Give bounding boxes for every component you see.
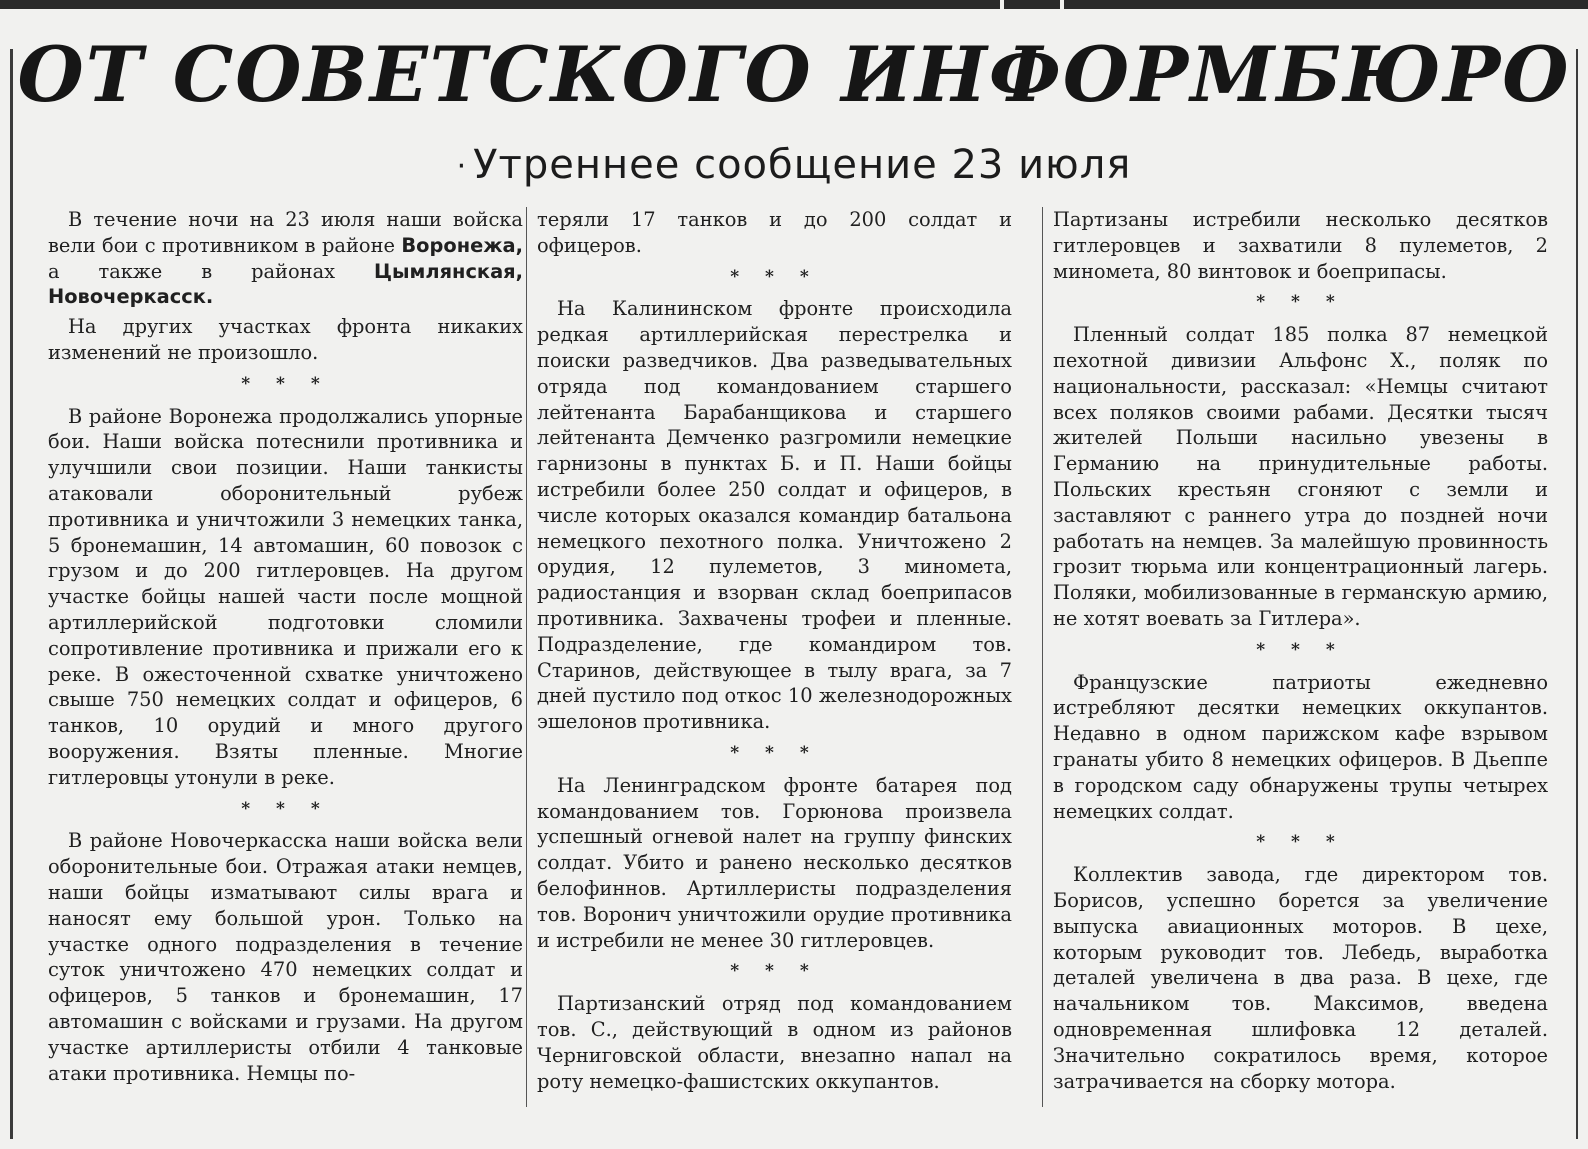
column-1 — [48, 207, 523, 1127]
section-separator: * * * — [241, 798, 330, 819]
page-top-border — [0, 0, 1588, 9]
column-3 — [1053, 207, 1548, 1127]
paragraph: В районе Воронежа продолжались упорные бои. Наши войска потеснили противника и улучшили свои позиции. Наши танкисты атаковали оборонительный рубеж противника и уничтожили 3 немецких танка, 5 бронемашин, 14 автомашин, 60 повозок с грузом и до 200 гитлеровцев. На другом участке бойцы нашей части после мощной артиллерийской подготовки сломили сопротивление противника и прижали его к реке. В ожесточенной схватке уничтожено свыше 750 немецких солдат и офицеров, 6 танков, 10 орудий и много другого вооружения. Взяты пленные. Многие гитлеровцы утонули в реке. — [48, 404, 523, 789]
headline: ОТ СОВЕТСКОГО ИНФОРМБЮРО — [17, 30, 1571, 119]
frame-left-rule — [10, 49, 13, 1139]
section-separator: * * * — [730, 266, 819, 287]
paragraph: В районе Новочеркасска наши войска вели оборонительные бои. Отражая атаки немцев, наши бойцы изматывают силы врага и наносят ему большой урон. Только на участке одного подразделения в течение суток уничтожено 470 немецких солдат и офицеров, 5 танков и бронемашин, 17 автомашин с войсками и грузами. На другом участке артиллеристы отбили 4 танковые атаки противника. Немцы по- — [48, 829, 523, 1085]
subheadline — [10, 142, 1578, 188]
bullet-dot: · — [456, 149, 468, 184]
paragraph: Партизаны истребили несколько десятков гитлеровцев и захватили 8 пулеметов, 2 миномета, 80 винтовок и боеприпасы. — [1053, 208, 1548, 283]
section-separator: * * * — [730, 961, 819, 982]
place-name: Воронежа, — [401, 233, 523, 257]
paragraph: На Ленинградском фронте батарея под командованием тов. Горюнова произвела успешный огневой налет на группу финских солдат. Убито и ранено несколько десятков белофиннов. Артиллеристы подразделения тов. Воронич уничтожили орудие противника и истребили не менее 30 гитлеровцев. — [537, 773, 1012, 952]
column-2 — [537, 207, 1012, 1127]
paragraph: На других участках фронта никаких изменений не произошло. — [48, 315, 523, 364]
section-separator: * * * — [1256, 639, 1345, 660]
border-gap — [1060, 0, 1064, 9]
border-gap — [1000, 0, 1004, 9]
paragraph: Французские патриоты ежедневно истребляют десятки немецких оккупантов. Недавно в одном парижском кафе взрывом гранаты убито 8 немецких офицеров. В Дьеппе в городском саду обнаружены трупы четырех немецких солдат. — [1053, 670, 1548, 823]
frame-right-rule — [1576, 49, 1578, 1139]
text-run: В течение ночи на 23 июля наши войска вели бои с противником в районе — [48, 208, 523, 257]
section-separator: * * * — [1256, 832, 1345, 853]
paragraph: Партизанский отряд под командованием тов. С., действующий в одном из районов Черниговской области, внезапно напал на роту немецко-фашистских оккупантов. — [537, 992, 1012, 1093]
section-separator: * * * — [1256, 292, 1345, 313]
section-separator: * * * — [241, 373, 330, 394]
subheadline-text: Утреннее сообщение 23 июля — [473, 142, 1132, 188]
text-run: а также в районах — [48, 259, 375, 283]
paragraph — [48, 207, 523, 310]
column-rule — [526, 207, 527, 1107]
place-name: Цымлянская, Новочеркасск. — [48, 259, 523, 309]
section-separator: * * * — [730, 742, 819, 763]
newspaper-page — [10, 9, 1578, 1149]
paragraph: На Калининском фронте происходила редкая артиллерийская перестрелка и поиски разведчиков. Два разведывательных отряда под командованием старшего лейтенанта Барабанщикова и старшего лейтенанта Демченко разгромили немецкие гарнизоны в пунктах Б. и П. Наши бойцы истребили более 250 солдат и офицеров, в числе которых оказался командир батальона немецкого пехотного полка. Уничтожено 2 орудия, 12 пулеметов, 3 миномета, радиостанция и взорван склад боеприпасов противника. Захвачены трофеи и пленные. Подразделение, где командиром тов. Старинов, действующее в тылу врага, за 7 дней пустило под откос 10 железнодорожных эшелонов противника. — [537, 297, 1012, 734]
paragraph: теряли 17 танков и до 200 солдат и офицеров. — [537, 208, 1012, 257]
paragraph: Пленный солдат 185 полка 87 немецкой пехотной дивизии Альфонс Х., поляк по национальности, рассказал: «Немцы считают всех поляков своими рабами. Десятки тысяч жителей Польши насильно увезены в Германию на принудительные работы. Польских крестьян сгоняют с земли и заставляют с раннего утра до поздней ночи работать на немцев. За малейшую провинность грозит тюрьма или концентрационный лагерь. Поляки, мобилизованные в германскую армию, не хотят воевать за Гитлера». — [1053, 323, 1548, 630]
paragraph: Коллектив завода, где директором тов. Борисов, успешно борется за увеличение выпуска авиационных моторов. В цехе, которым руководит тов. Лебедь, выработка деталей увеличена в два раза. В цехе, где начальником тов. Максимов, введена одновременная шлифовка 12 деталей. Значительно сократилось время, которое затрачивается на сборку мотора. — [1053, 863, 1548, 1093]
column-rule — [1042, 207, 1043, 1107]
